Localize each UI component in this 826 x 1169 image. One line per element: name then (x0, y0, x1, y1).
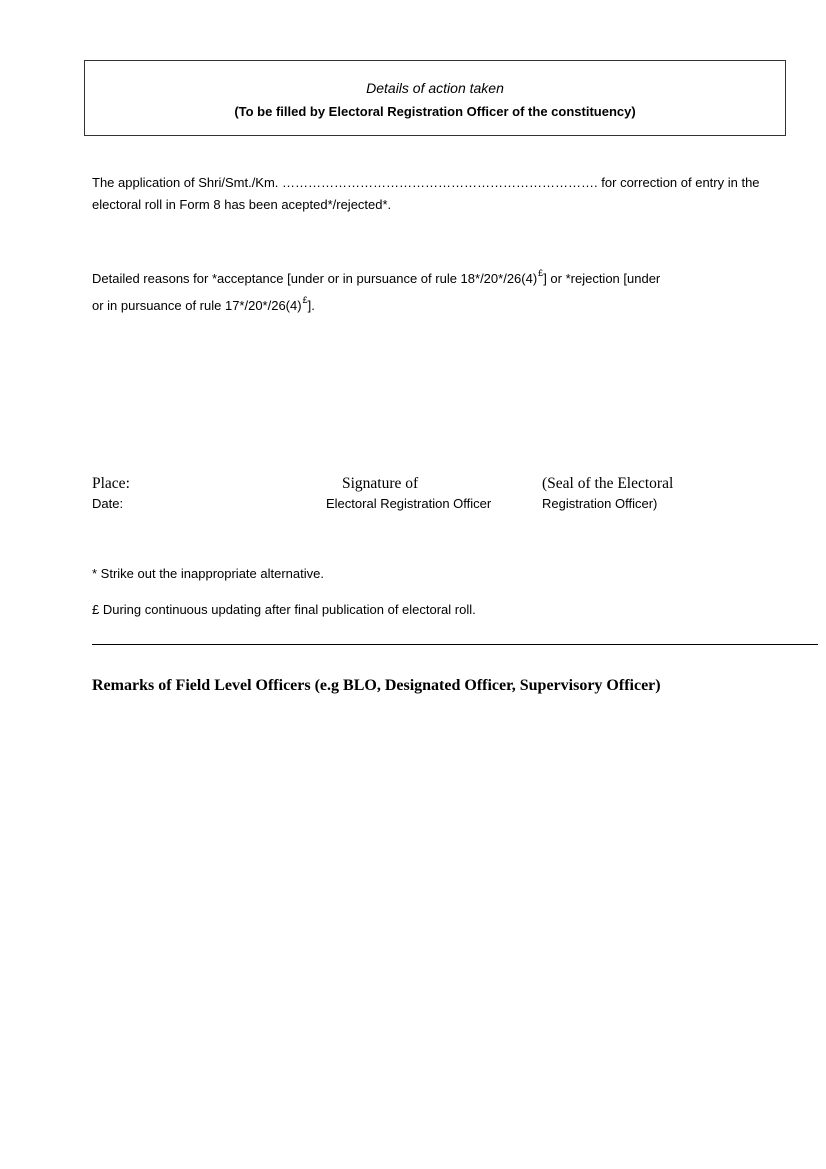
reasons-text-2a: or in pursuance of rule 17*/20*/26(4) (92, 298, 302, 313)
pound-superscript: £ (538, 268, 544, 278)
seal-label: (Seal of the Electoral (542, 475, 674, 492)
signature-label: Signature of (342, 475, 419, 492)
section-title: Details of action taken (366, 80, 504, 96)
section-divider (92, 644, 818, 645)
footnote-strike-out: * Strike out the inappropriate alternative. (92, 566, 324, 581)
application-prefix: The application of Shri/Smt./Km. (92, 175, 279, 190)
action-taken-header-box (84, 60, 786, 136)
application-line-1 (92, 171, 760, 195)
pound-superscript: £ (302, 295, 308, 305)
reasons-text-1b: ] or *rejection [under (543, 271, 661, 286)
date-label: Date: (92, 496, 124, 511)
application-suffix: for correction of entry in the (601, 175, 760, 190)
footnote-continuous-updating: £ During continuous updating after final publication of electoral roll. (92, 602, 476, 617)
applicant-name-blank: ………………………………………………………………. (282, 175, 598, 190)
reasons-text-1a: Detailed reasons for *acceptance [under or in pursuance of rule 18*/20*/26(4) (92, 271, 538, 286)
remarks-heading: Remarks of Field Level Officers (e.g BLO, Designated Officer, Supervisory Officer) (92, 677, 661, 694)
application-line-2: electoral roll in Form 8 has been acepted*/rejected*. (92, 197, 392, 212)
seal-label-line-2: Registration Officer) (542, 496, 658, 511)
reasons-text-2b: ]. (307, 298, 315, 313)
reasons-line-1 (92, 267, 660, 292)
reasons-line-2 (92, 294, 315, 319)
ero-label: Electoral Registration Officer (326, 496, 492, 511)
place-label: Place: (92, 475, 130, 492)
section-subtitle: (To be filled by Electoral Registration Officer of the constituency) (234, 104, 636, 119)
